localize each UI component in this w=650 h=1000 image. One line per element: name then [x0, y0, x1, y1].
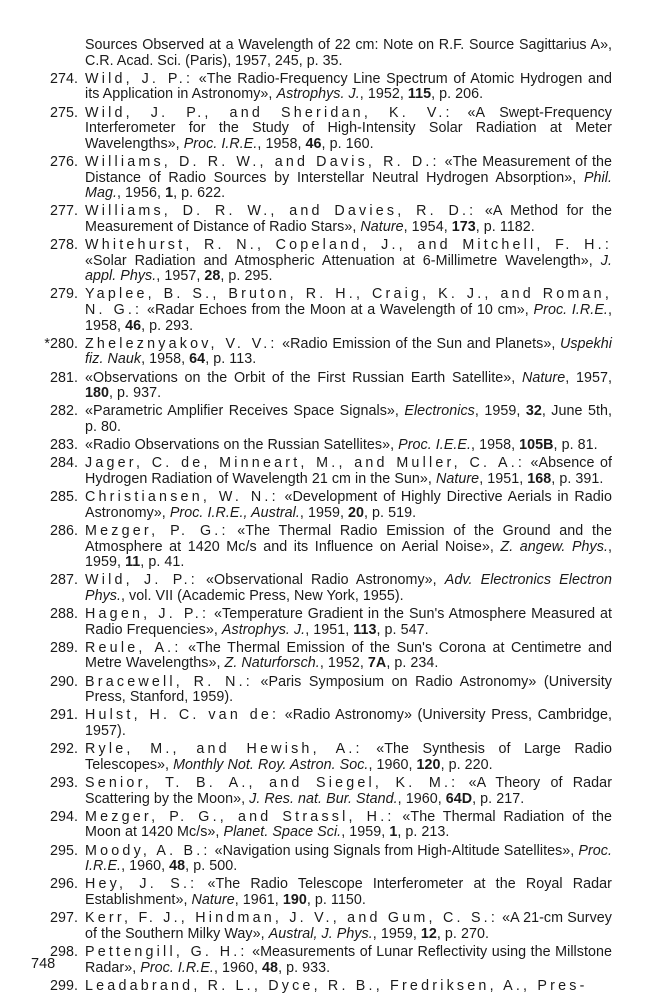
reference-journal: J. Res. nat. Bur. Stand. — [249, 790, 398, 807]
reference-pages: , p. 41. — [140, 554, 185, 571]
reference-authors: Ryle, M., and Hewish, A.: — [85, 741, 363, 758]
reference-number: 298. — [49, 943, 78, 960]
reference-number: 282. — [49, 403, 78, 420]
reference-number: 290. — [49, 673, 78, 690]
reference-journal: Nature — [360, 218, 404, 235]
reference-title: «The Radio-Frequency Line Spectrum of Atomic Hydrogen and its Application in Astronomy», — [85, 70, 612, 103]
reference-continuation: Sources Observed at a Wavelength of 22 cm: Note on R.F. Source Sagittarius A», C.R. Acad. Sci. (Paris), 1957, 245, p. 35. — [85, 37, 612, 69]
reference-journal: Proc. I.R.E. — [85, 842, 612, 875]
reference-title: «Parametric Amplifier Receives Space Signals», — [85, 403, 405, 420]
reference-item — [30, 742, 612, 773]
reference-journal: Phil. Mag. — [85, 169, 612, 202]
reference-year: , 1959, — [341, 824, 390, 841]
reference-authors: Williams, D. R. W., and Davis, R. D.: — [85, 153, 440, 170]
reference-journal: Austral, J. Phys. — [268, 925, 373, 942]
reference-item — [30, 287, 612, 334]
reference-journal: Proc. I.R.E. — [140, 959, 214, 976]
reference-journal: Proc. I.E.E. — [398, 437, 472, 454]
reference-title: «Development of Highly Directive Aerials in Radio Astronomy», — [85, 489, 612, 521]
reference-year: , 1951, — [305, 621, 354, 638]
reference-authors: Zheleznyakov, V. V.: — [85, 335, 278, 352]
reference-year: , 1958, — [257, 135, 306, 152]
reference-item — [30, 675, 612, 706]
reference-volume: 28 — [204, 268, 221, 285]
reference-item — [30, 810, 612, 841]
reference-number: 278. — [49, 237, 78, 254]
reference-item — [30, 155, 612, 202]
reference-item — [30, 72, 612, 103]
reference-authors: Whitehurst, R. N., Copeland, J., and Mitchell, F. H.: — [85, 237, 612, 254]
reference-journal: Proc. I.R.E., Austral. — [169, 504, 300, 521]
reference-item — [30, 911, 612, 942]
reference-number: 291. — [49, 707, 78, 724]
reference-number: 284. — [49, 455, 78, 472]
reference-authors: Bracewell, R. N.: — [85, 673, 253, 690]
reference-item — [30, 573, 612, 604]
reference-title: «Temperature Gradient in the Sun's Atmosphere Measured at Radio Frequencies», — [85, 606, 612, 638]
reference-year: , 1960, — [397, 790, 446, 807]
reference-title: «A Swept-Frequency Interferometer for the Study of High-Intensity Solar Radiation at Meter Wavelengths», — [85, 104, 612, 152]
reference-title: «Solar Radiation and Atmospheric Attenuation at 6-Millimetre Wavelength», — [85, 252, 601, 269]
reference-volume: 48 — [169, 858, 186, 875]
reference-authors: Pettengill, G. H.: — [85, 943, 248, 960]
reference-pages: , p. 1182. — [475, 218, 535, 235]
reference-pages: , p. 213. — [397, 824, 450, 841]
reference-year: , 1961, — [234, 891, 283, 908]
reference-authors: Wild, J. P.: — [85, 70, 194, 87]
reference-pages: , p. 519. — [364, 504, 417, 521]
reference-number: 285. — [49, 489, 78, 506]
reference-journal: Nature — [191, 891, 235, 908]
reference-item — [30, 524, 612, 571]
reference-pages: , p. 234. — [386, 655, 439, 672]
reference-year: , 1952, — [359, 86, 408, 103]
reference-volume: 46 — [125, 317, 142, 334]
reference-item — [30, 337, 612, 368]
reference-number: 277. — [49, 203, 78, 220]
reference-number: *280. — [44, 335, 78, 352]
reference-title: «Radio Astronomy» (University Press, Cambridge, 1957). — [85, 707, 613, 740]
reference-year: , 1956, — [116, 185, 166, 202]
reference-journal: Proc. I.R.E. — [533, 302, 608, 319]
reference-title: «Radio Observations on the Russian Satellites», — [85, 437, 399, 454]
reference-item — [30, 490, 612, 521]
reference-number: 299. — [49, 977, 78, 994]
reference-journal: Uspekhi fiz. Nauk — [85, 335, 612, 368]
reference-journal: Monthly Not. Roy. Astron. Soc. — [173, 756, 369, 773]
reference-item — [30, 607, 612, 638]
reference-journal: Astrophys. J. — [276, 86, 360, 103]
reference-authors: Moody, A. B.: — [85, 842, 211, 859]
reference-authors: Kerr, F. J., Hindman, J. V., and Gum, C. S.: — [85, 910, 499, 927]
reference-title: «Radio Emission of the Sun and Planets», — [277, 335, 560, 352]
reference-volume: 1 — [389, 824, 398, 841]
reference-volume: 64D — [445, 790, 473, 807]
reference-volume: 180 — [85, 385, 110, 402]
reference-title: «The Measurement of the Distance of Radio Sources by Interstellar Neutral Hydrogen Absorption», — [85, 153, 612, 186]
reference-title: «Radar Echoes from the Moon at a Wavelength of 10 cm», — [142, 302, 534, 319]
reference-authors: Reule, A.: — [85, 639, 182, 656]
reference-year: , vol. VII (Academic Press, New York, 1955). — [121, 587, 404, 604]
reference-authors: Mezger, P. G., and Strassl, H.: — [85, 808, 395, 825]
reference-volume: 1 — [165, 185, 174, 202]
reference-volume: 46 — [305, 135, 322, 152]
reference-title: «The Thermal Emission of the Sun's Corona at Centimetre and Metre Wavelengths», — [85, 639, 612, 672]
reference-pages: , p. 391. — [551, 470, 604, 487]
reference-pages: , p. 206. — [431, 86, 484, 103]
reference-journal: Nature — [522, 369, 566, 386]
reference-title: «A Method for the Measurement of Distance of Radio Stars», — [85, 203, 613, 235]
reference-entries — [30, 72, 612, 995]
reference-pages: , p. 81. — [553, 437, 598, 454]
reference-volume: 20 — [348, 504, 365, 521]
reference-title: «Observations on the Orbit of the First Russian Earth Satellite», — [85, 369, 523, 386]
reference-title: «Navigation using Signals from High-Altitude Satellites», — [210, 842, 579, 859]
reference-title: «A Theory of Radar Scattering by the Moon», — [85, 775, 612, 807]
reference-year: , 1957, — [565, 369, 612, 386]
reference-journal: Electronics — [404, 403, 475, 420]
reference-number: 283. — [49, 437, 78, 454]
reference-number: 276. — [49, 153, 78, 170]
reference-authors: Wild, J. P., and Sheridan, K. V.: — [85, 104, 453, 121]
reference-journal: Planet. Space Sci. — [223, 824, 342, 841]
reference-pages: , p. 295. — [220, 268, 273, 285]
reference-title: «The Synthesis of Large Radio Telescopes», — [85, 741, 612, 773]
reference-pages: , p. 113. — [205, 351, 257, 368]
reference-journal: Astrophys. J. — [221, 621, 306, 638]
reference-number: 288. — [49, 606, 78, 623]
reference-number: 292. — [49, 741, 78, 758]
reference-item — [30, 371, 612, 402]
reference-number: 287. — [49, 572, 78, 589]
reference-volume: 48 — [262, 959, 279, 976]
reference-item — [30, 238, 612, 285]
reference-pages: , p. 622. — [173, 185, 226, 202]
reference-year: , 1951, — [479, 470, 528, 487]
reference-number: 295. — [49, 842, 78, 859]
reference-number: 297. — [49, 910, 78, 927]
reference-authors: Senior, T. B. A., and Siegel, K. M.: — [85, 775, 459, 791]
reference-number: 286. — [49, 522, 78, 539]
reference-journal: Proc. I.R.E. — [183, 135, 258, 152]
reference-item — [30, 877, 612, 908]
reference-volume: 120 — [416, 756, 441, 773]
reference-title: «A 21-cm Survey of the Southern Milky Way», — [85, 910, 612, 942]
reference-pages: , June 5th, p. 80. — [85, 403, 612, 435]
reference-authors: Yaplee, B. S., Bruton, R. H., Craig, K. J., and Roman, N. G.: — [85, 286, 612, 319]
reference-volume: 105B — [519, 437, 554, 454]
reference-journal: Z. Naturforsch. — [224, 655, 320, 672]
reference-volume: 11 — [125, 554, 141, 571]
reference-number: 293. — [49, 775, 78, 791]
reference-journal: Z. angew. Phys. — [500, 538, 608, 555]
reference-authors: Hulst, H. C. van de: — [85, 707, 280, 724]
reference-year: , 1959, — [372, 925, 421, 942]
reference-number: 275. — [49, 104, 78, 121]
reference-authors: Jager, C. de, Minneart, M., and Muller, C. A.: — [85, 455, 526, 472]
reference-number: 281. — [49, 369, 78, 386]
page-number: 748 — [31, 956, 56, 972]
reference-year: , 1958, — [85, 302, 612, 334]
reference-pages: , p. 500. — [185, 858, 238, 875]
reference-item — [30, 106, 612, 153]
reference-volume: 168 — [527, 470, 552, 487]
reference-year: , 1959, — [474, 403, 526, 420]
reference-item — [30, 776, 612, 807]
reference-year: , 1959, — [85, 538, 612, 571]
reference-item — [30, 641, 612, 672]
reference-volume: 190 — [282, 891, 307, 908]
reference-number: 279. — [49, 286, 78, 303]
reference-volume: 64 — [189, 351, 206, 368]
reference-year: , 1960, — [213, 959, 263, 976]
reference-item — [30, 945, 612, 976]
reference-volume: 7A — [367, 655, 387, 672]
reference-authors: Christiansen, W. N.: — [85, 489, 279, 506]
reference-volume: 173 — [451, 218, 476, 235]
reference-title: «Absence of Hydrogen Radiation of Wavelength 21 cm in the Sun», — [85, 455, 612, 487]
reference-pages: , p. 217. — [472, 790, 525, 807]
reference-item — [30, 204, 612, 235]
reference-year: , 1952, — [319, 655, 368, 672]
reference-number: 274. — [49, 70, 78, 87]
reference-title: «Paris Symposium on Radio Astronomy» (University Press, Stanford, 1959). — [85, 673, 612, 706]
reference-authors: Leadabrand, R. L., Dyce, R. B., Fredriksen, A., Pres- — [85, 977, 588, 994]
reference-list — [30, 38, 612, 997]
reference-number: 289. — [49, 639, 78, 656]
reference-year: , 1954, — [403, 218, 452, 235]
reference-year: , 1960, — [121, 858, 170, 875]
reference-number: 294. — [49, 808, 78, 825]
reference-year: , 1958, — [141, 351, 190, 368]
reference-pages: , p. 937. — [109, 385, 162, 402]
reference-authors: Hey, J. S.: — [85, 876, 198, 893]
reference-year: , 1957, — [156, 268, 205, 285]
reference-volume: 113 — [353, 621, 377, 638]
reference-title: «The Radio Telescope Interferometer at the Royal Radar Establishment», — [85, 876, 612, 908]
reference-item — [30, 979, 612, 995]
reference-title: «Measurements of Lunar Reflectivity using the Millstone Radar», — [85, 943, 612, 976]
reference-item — [30, 708, 612, 739]
reference-title: «The Thermal Radio Emission of the Ground and the Atmosphere at 1420 Mc/s and its Influence on Aerial Noise», — [85, 522, 612, 555]
reference-pages: , p. 160. — [321, 135, 374, 152]
reference-year: , 1958, — [471, 437, 520, 454]
reference-pages: , p. 220. — [440, 756, 493, 773]
reference-number: 296. — [49, 876, 78, 893]
reference-volume: 12 — [420, 925, 437, 942]
reference-authors: Williams, D. R. W., and Davies, R. D.: — [85, 203, 477, 220]
reference-item — [30, 844, 612, 875]
reference-journal: J. appl. Phys. — [85, 252, 612, 285]
reference-authors: Hagen, J. P.: — [85, 606, 210, 623]
reference-title: «Observational Radio Astronomy», — [197, 572, 445, 589]
reference-authors: Mezger, P. G.: — [85, 522, 229, 539]
reference-volume: 32 — [525, 403, 542, 420]
reference-item — [30, 404, 612, 435]
reference-pages: , p. 933. — [278, 959, 331, 976]
reference-item — [30, 456, 612, 487]
reference-journal: Nature — [435, 470, 480, 487]
reference-year: , 1959, — [299, 504, 348, 521]
reference-authors: Wild, J. P.: — [85, 572, 198, 589]
reference-pages: , p. 547. — [376, 621, 429, 638]
reference-journal: Adv. Electronics Electron Phys. — [85, 572, 612, 604]
reference-pages: , p. 1150. — [306, 891, 366, 908]
reference-pages: , p. 293. — [141, 317, 194, 334]
reference-pages: , p. 270. — [436, 925, 490, 942]
reference-item — [30, 438, 612, 454]
reference-year: , 1960, — [368, 756, 417, 773]
reference-title: «The Thermal Radiation of the Moon at 1420 Mc/s», — [85, 808, 613, 841]
reference-volume: 115 — [407, 86, 432, 103]
